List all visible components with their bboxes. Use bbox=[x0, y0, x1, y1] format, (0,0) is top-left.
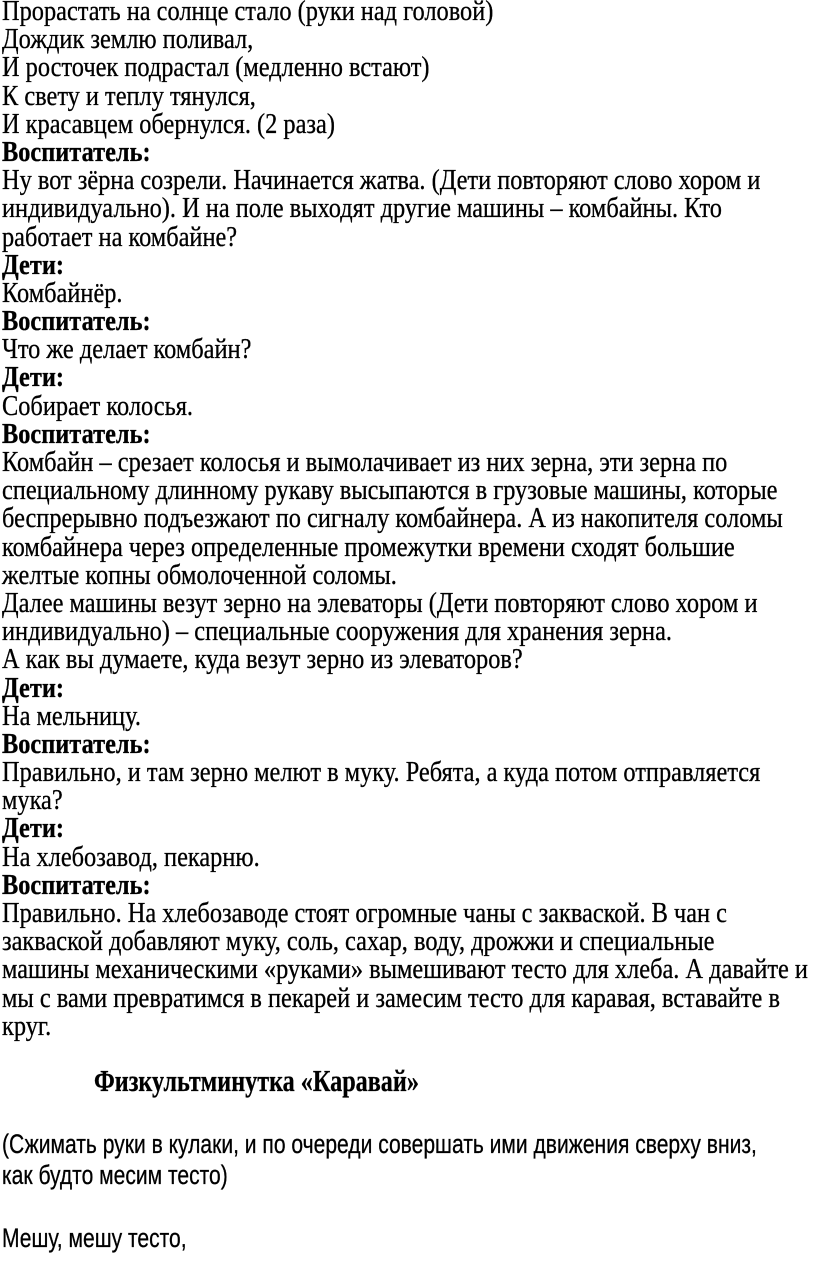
text-line-content: закваской добавляют муку, соль, сахар, воду, дрожжи и специальные bbox=[2, 926, 715, 958]
text-line-content: А как вы думаете, куда везут зерно из элеваторов? bbox=[2, 644, 523, 676]
text-line bbox=[2, 0, 816, 26]
text-line bbox=[2, 108, 816, 140]
text-line-content: работает на комбайне? bbox=[2, 221, 238, 253]
text-line bbox=[2, 618, 816, 646]
text-line-content: Правильно. На хлебозаводе стоят огромные чаны с закваской. В чан с bbox=[2, 898, 727, 929]
text-line bbox=[2, 221, 816, 253]
text-line-content: индивидуально) – специальные сооружения для хранения зерна. bbox=[2, 616, 672, 648]
text-line bbox=[2, 167, 816, 195]
section-heading-text: Физкультминутка «Каравай» bbox=[94, 1062, 419, 1098]
text-line bbox=[2, 390, 816, 422]
text-line-content: Воспитатель: bbox=[2, 306, 151, 338]
text-line-content: Воспитатель: bbox=[2, 418, 151, 450]
speaker-label bbox=[2, 136, 816, 168]
text-line bbox=[2, 26, 816, 54]
text-line-content: Ну вот зёрна созрели. Начинается жатва. (Дети повторяют слово хором и bbox=[2, 165, 761, 197]
speaker-label bbox=[2, 364, 816, 392]
text-line bbox=[2, 900, 816, 928]
text-line-content: Прорастать на солнце стало (руки над головой) bbox=[2, 0, 494, 27]
speaker-label bbox=[2, 869, 816, 901]
text-line bbox=[2, 277, 816, 309]
text-line bbox=[2, 54, 816, 82]
speaker-label bbox=[2, 728, 816, 760]
stage-direction-text: как будто месим тесто) bbox=[2, 1159, 228, 1190]
stage-direction-line bbox=[2, 1160, 816, 1191]
text-line bbox=[2, 700, 816, 732]
text-line-content: Дети: bbox=[2, 362, 64, 394]
text-line bbox=[2, 982, 816, 1014]
text-line-content: мы с вами превратимся в пекарей и замесим тесто для каравая, вставайте в bbox=[2, 982, 780, 1014]
speaker-label bbox=[2, 418, 816, 450]
speaker-label bbox=[2, 815, 816, 843]
dialogue-text-block bbox=[2, 0, 816, 1041]
text-line-content: мука? bbox=[2, 785, 63, 817]
text-line bbox=[2, 336, 816, 364]
poem-line bbox=[2, 1223, 816, 1254]
text-line bbox=[2, 195, 816, 223]
text-line-content: Воспитатель: bbox=[2, 728, 151, 760]
text-line-content: Комбайн – срезает колосья и вымолачивает из них зерна, эти зерна по bbox=[2, 447, 728, 478]
text-line-content: И росточек подрастал (медленно встают) bbox=[2, 52, 430, 84]
poem-line-text: Мешу, мешу тесто, bbox=[2, 1222, 187, 1253]
text-line-content: Далее машины везут зерно на элеваторы (Дети повторяют слово хором и bbox=[2, 587, 758, 619]
text-line-content: Воспитатель: bbox=[2, 869, 151, 901]
text-line-content: Что же делает комбайн? bbox=[2, 334, 252, 366]
text-line-content: Собирает колосья. bbox=[2, 390, 194, 422]
text-line-content: Правильно, и там зерно мелют в муку. Ребята, а куда потом отправляется bbox=[2, 757, 761, 789]
text-line bbox=[2, 646, 816, 674]
text-line bbox=[2, 1010, 816, 1042]
text-line bbox=[2, 477, 816, 505]
text-line bbox=[2, 505, 816, 533]
speaker-label bbox=[2, 672, 816, 704]
text-line bbox=[2, 928, 816, 956]
text-line-content: Дети: bbox=[2, 672, 64, 704]
stage-direction-line bbox=[2, 1129, 816, 1160]
text-line-content: Дети: bbox=[2, 249, 64, 281]
text-line-content: специальному длинному рукаву высыпаются в грузовые машины, которые bbox=[2, 475, 778, 507]
text-line bbox=[2, 759, 816, 787]
text-line-content: Дети: bbox=[2, 813, 64, 845]
text-line-content: Комбайнёр. bbox=[2, 277, 123, 309]
text-line-content: Воспитатель: bbox=[2, 136, 151, 168]
text-line bbox=[2, 531, 816, 563]
text-line bbox=[2, 956, 816, 984]
text-line-content: беспрерывно подъезжают по сигналу комбайнера. А из накопителя соломы bbox=[2, 503, 783, 535]
speaker-label bbox=[2, 308, 816, 336]
section-heading bbox=[94, 1064, 816, 1098]
text-line bbox=[2, 841, 816, 873]
text-line bbox=[2, 449, 816, 477]
text-line-content: желтые копны обмолоченной соломы. bbox=[2, 559, 397, 591]
text-line-content: К свету и теплу тянулся, bbox=[2, 80, 256, 112]
text-line bbox=[2, 80, 816, 112]
text-line-content: На хлебозавод, пекарню. bbox=[2, 841, 260, 873]
speaker-label bbox=[2, 249, 816, 281]
text-line-content: Дождик землю поливал, bbox=[2, 24, 254, 56]
text-line-content: И красавцем обернулся. (2 раза) bbox=[2, 108, 335, 140]
text-line-content: На мельницу. bbox=[2, 700, 141, 732]
stage-direction-text: (Сжимать руки в кулаки, и по очереди совершать ими движения сверху вниз, bbox=[2, 1128, 757, 1159]
text-line-content: комбайнера через определенные промежутки времени сходят большие bbox=[2, 531, 735, 563]
text-line-content: индивидуально). И на поле выходят другие машины – комбайны. Кто bbox=[2, 193, 722, 225]
text-line bbox=[2, 559, 816, 591]
text-line bbox=[2, 587, 816, 619]
text-line-content: круг. bbox=[2, 1010, 52, 1042]
text-line bbox=[2, 787, 816, 815]
text-line-content: машины механическими «руками» вымешивают тесто для хлеба. А давайте и bbox=[2, 954, 808, 986]
